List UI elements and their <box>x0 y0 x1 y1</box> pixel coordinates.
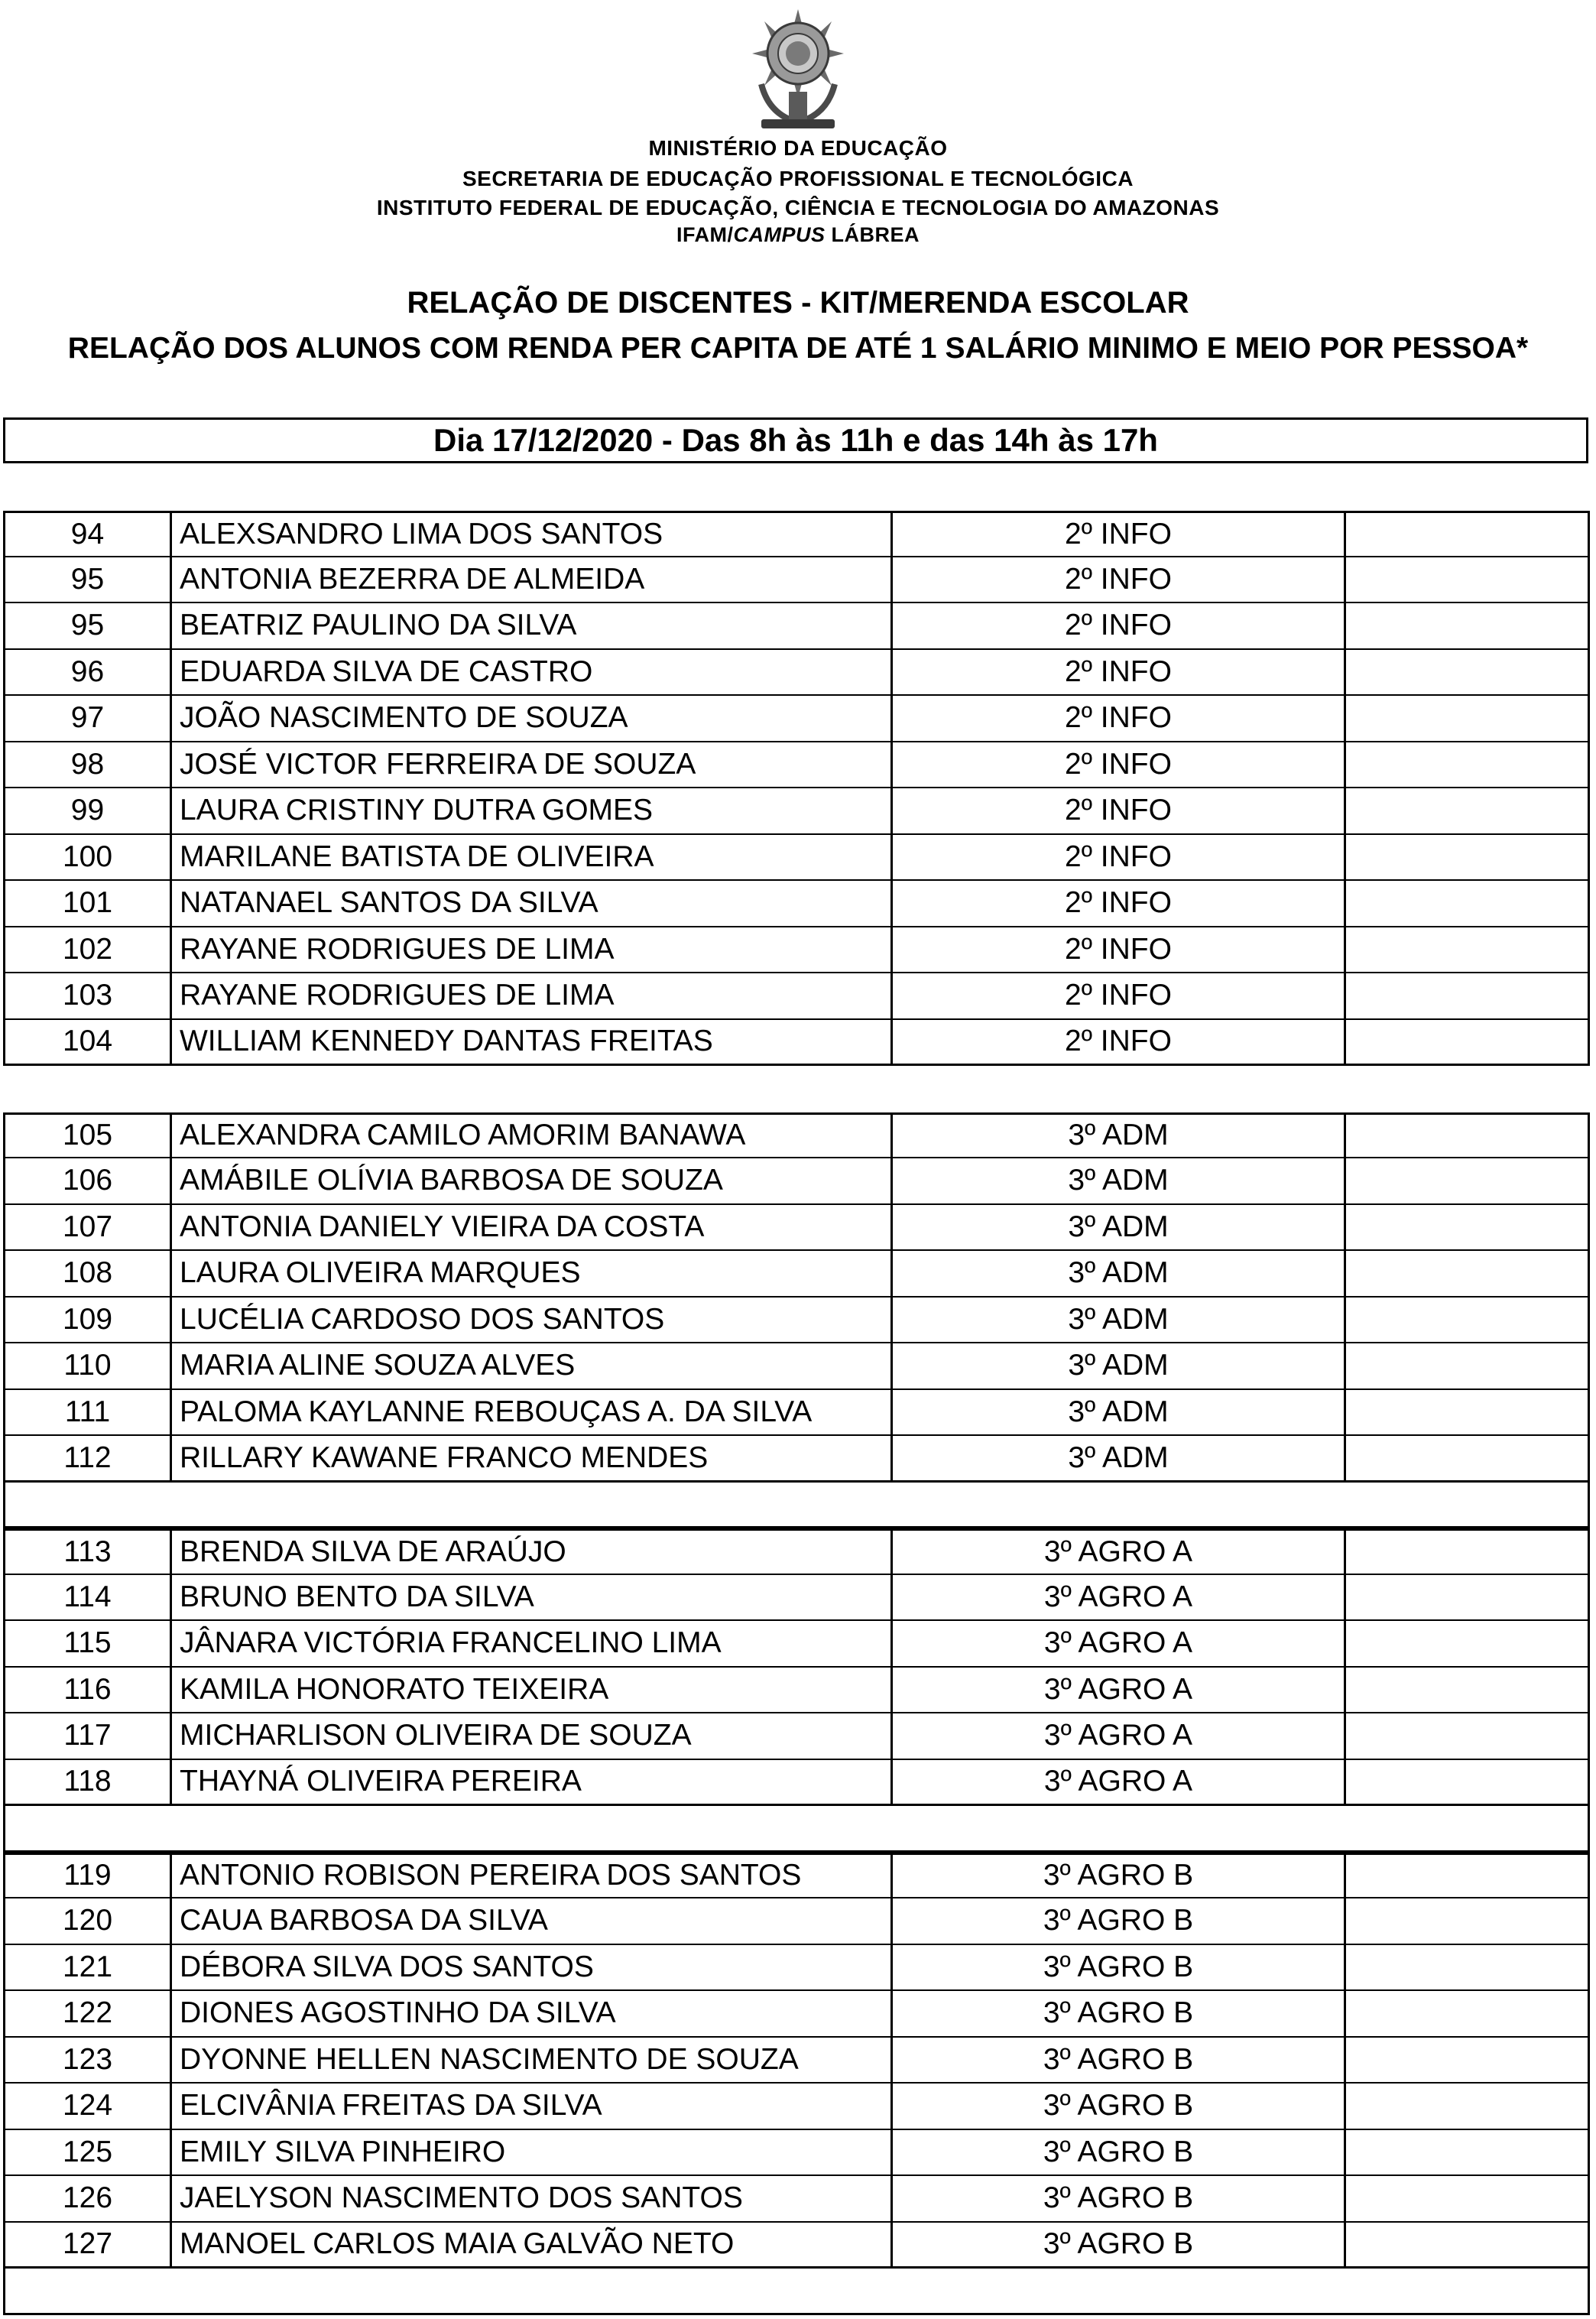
signature-cell <box>1346 1205 1588 1250</box>
student-number: 112 <box>5 1436 172 1480</box>
student-class: 3º AGRO A <box>893 1575 1346 1620</box>
student-number: 124 <box>5 2084 172 2129</box>
signature-cell <box>1346 1436 1588 1480</box>
student-class: 3º AGRO A <box>893 1713 1346 1759</box>
student-class: 3º ADM <box>893 1158 1346 1203</box>
table-row <box>3 1298 1590 1344</box>
document-title: RELAÇÃO DE DISCENTES - KIT/MERENDA ESCOLAR <box>407 286 1189 320</box>
table-row <box>3 788 1590 835</box>
student-class: 2º INFO <box>893 513 1346 556</box>
table-row <box>3 2223 1590 2269</box>
student-name: ANTONIO ROBISON PEREIRA DOS SANTOS <box>172 1855 893 1898</box>
student-name: MARIA ALINE SOUZA ALVES <box>172 1343 893 1388</box>
student-class: 2º INFO <box>893 835 1346 880</box>
student-name: JAELYSON NASCIMENTO DOS SANTOS <box>172 2176 893 2221</box>
table-row <box>3 973 1590 1020</box>
signature-cell <box>1346 1898 1588 1944</box>
table-row <box>3 2130 1590 2177</box>
signature-cell <box>1346 557 1588 602</box>
table-row <box>3 1436 1590 1483</box>
student-name: ANTONIA DANIELY VIEIRA DA COSTA <box>172 1205 893 1250</box>
signature-cell <box>1346 788 1588 833</box>
signature-cell <box>1346 1713 1588 1759</box>
table-row <box>3 511 1590 557</box>
table-row <box>3 2084 1590 2130</box>
group-separator <box>3 1483 1590 1529</box>
signature-cell <box>1346 881 1588 926</box>
student-class: 3º ADM <box>893 1343 1346 1388</box>
student-number: 97 <box>5 696 172 741</box>
signature-cell <box>1346 2038 1588 2083</box>
table-row <box>3 1991 1590 2038</box>
student-name: RILLARY KAWANE FRANCO MENDES <box>172 1436 893 1480</box>
table-row <box>3 557 1590 604</box>
signature-cell <box>1346 835 1588 880</box>
document-subtitle: RELAÇÃO DOS ALUNOS COM RENDA PER CAPITA DE ATÉ 1 SALÁRIO MINIMO E MEIO POR PESSOA* <box>67 332 1529 365</box>
group-separator <box>3 2269 1590 2315</box>
campus-prefix: IFAM/ <box>676 223 734 246</box>
student-class: 3º AGRO B <box>893 1898 1346 1944</box>
student-name: MICHARLISON OLIVEIRA DE SOUZA <box>172 1713 893 1759</box>
student-class: 3º AGRO B <box>893 2038 1346 2083</box>
student-class: 2º INFO <box>893 696 1346 741</box>
signature-cell <box>1346 1390 1588 1435</box>
student-number: 108 <box>5 1251 172 1296</box>
group-separator <box>3 1806 1590 1853</box>
student-class: 3º AGRO A <box>893 1668 1346 1713</box>
student-number: 98 <box>5 742 172 788</box>
table-row <box>3 696 1590 742</box>
signature-cell <box>1346 1855 1588 1898</box>
table-row <box>3 1898 1590 1945</box>
secretariat-name: SECRETARIA DE EDUCAÇÃO PROFISSIONAL E TECNOLÓGICA <box>462 167 1134 190</box>
student-name: AMÁBILE OLÍVIA BARBOSA DE SOUZA <box>172 1158 893 1203</box>
table-row <box>3 1020 1590 1067</box>
signature-cell <box>1346 2084 1588 2129</box>
student-class: 3º AGRO B <box>893 1945 1346 1990</box>
student-number: 95 <box>5 603 172 648</box>
institute-name: INSTITUTO FEDERAL DE EDUCAÇÃO, CIÊNCIA E TECNOLOGIA DO AMAZONAS <box>376 196 1220 219</box>
signature-cell <box>1346 1343 1588 1388</box>
student-name: LUCÉLIA CARDOSO DOS SANTOS <box>172 1298 893 1343</box>
student-name: DÉBORA SILVA DOS SANTOS <box>172 1945 893 1990</box>
student-name: ANTONIA BEZERRA DE ALMEIDA <box>172 557 893 602</box>
signature-cell <box>1346 2130 1588 2175</box>
student-number: 127 <box>5 2223 172 2267</box>
student-name: MANOEL CARLOS MAIA GALVÃO NETO <box>172 2223 893 2267</box>
campus-suffix: LÁBREA <box>825 223 920 246</box>
student-name: LAURA OLIVEIRA MARQUES <box>172 1251 893 1296</box>
signature-cell <box>1346 1158 1588 1203</box>
student-name: MARILANE BATISTA DE OLIVEIRA <box>172 835 893 880</box>
student-class: 3º AGRO B <box>893 1991 1346 2036</box>
campus-italic: CAMPUS <box>733 223 826 246</box>
student-class: 2º INFO <box>893 603 1346 648</box>
student-number: 105 <box>5 1115 172 1158</box>
student-number: 104 <box>5 1020 172 1064</box>
signature-cell <box>1346 650 1588 695</box>
table-row <box>3 1205 1590 1252</box>
student-name: JÂNARA VICTÓRIA FRANCELINO LIMA <box>172 1621 893 1666</box>
student-number: 122 <box>5 1991 172 2036</box>
table-row <box>3 650 1590 697</box>
signature-cell <box>1346 1575 1588 1620</box>
table-row <box>3 1853 1590 1899</box>
signature-cell <box>1346 1621 1588 1666</box>
table-row <box>3 927 1590 974</box>
table-row <box>3 603 1590 650</box>
student-number: 116 <box>5 1668 172 1713</box>
signature-cell <box>1346 2223 1588 2267</box>
table-row <box>3 2038 1590 2084</box>
student-class: 3º ADM <box>893 1436 1346 1480</box>
student-name: RAYANE RODRIGUES DE LIMA <box>172 973 893 1018</box>
student-name: LAURA CRISTINY DUTRA GOMES <box>172 788 893 833</box>
student-class: 3º ADM <box>893 1205 1346 1250</box>
student-name: WILLIAM KENNEDY DANTAS FREITAS <box>172 1020 893 1064</box>
student-name: JOÃO NASCIMENTO DE SOUZA <box>172 696 893 741</box>
student-number: 100 <box>5 835 172 880</box>
student-name: ALEXSANDRO LIMA DOS SANTOS <box>172 513 893 556</box>
signature-cell <box>1346 2176 1588 2221</box>
student-class: 3º AGRO B <box>893 2176 1346 2221</box>
table-row <box>3 2176 1590 2223</box>
student-name: THAYNÁ OLIVEIRA PEREIRA <box>172 1760 893 1804</box>
table-row <box>3 1390 1590 1437</box>
signature-cell <box>1346 927 1588 973</box>
signature-cell <box>1346 1760 1588 1804</box>
signature-cell <box>1346 1991 1588 2036</box>
student-name: JOSÉ VICTOR FERREIRA DE SOUZA <box>172 742 893 788</box>
schedule-banner: Dia 17/12/2020 - Das 8h às 11h e das 14h às 17h <box>3 417 1588 463</box>
table-row <box>3 1251 1590 1298</box>
table-row <box>3 742 1590 789</box>
student-class: 3º AGRO B <box>893 2084 1346 2129</box>
student-number: 94 <box>5 513 172 556</box>
student-number: 110 <box>5 1343 172 1388</box>
student-name: RAYANE RODRIGUES DE LIMA <box>172 927 893 973</box>
table-row <box>3 881 1590 927</box>
student-class: 2º INFO <box>893 927 1346 973</box>
student-number: 99 <box>5 788 172 833</box>
table-row <box>3 1713 1590 1760</box>
student-number: 103 <box>5 973 172 1018</box>
student-number: 111 <box>5 1390 172 1435</box>
student-class: 3º ADM <box>893 1251 1346 1296</box>
student-number: 106 <box>5 1158 172 1203</box>
student-class: 2º INFO <box>893 973 1346 1018</box>
student-name: KAMILA HONORATO TEIXEIRA <box>172 1668 893 1713</box>
table-row <box>3 1112 1590 1159</box>
signature-cell <box>1346 742 1588 788</box>
student-name: ALEXANDRA CAMILO AMORIM BANAWA <box>172 1115 893 1158</box>
student-number: 95 <box>5 557 172 602</box>
table-row <box>3 1158 1590 1205</box>
student-class: 3º ADM <box>893 1390 1346 1435</box>
student-class: 3º ADM <box>893 1115 1346 1158</box>
student-class: 2º INFO <box>893 881 1346 926</box>
table-row <box>3 1945 1590 1992</box>
student-table <box>3 511 1590 2315</box>
signature-cell <box>1346 513 1588 556</box>
student-number: 96 <box>5 650 172 695</box>
student-name: BRENDA SILVA DE ARAÚJO <box>172 1531 893 1574</box>
table-row <box>3 1760 1590 1807</box>
signature-cell <box>1346 1115 1588 1158</box>
student-number: 107 <box>5 1205 172 1250</box>
student-name: BEATRIZ PAULINO DA SILVA <box>172 603 893 648</box>
student-class: 3º ADM <box>893 1298 1346 1343</box>
table-row <box>3 835 1590 882</box>
table-row <box>3 1621 1590 1668</box>
table-row <box>3 1668 1590 1714</box>
signature-cell <box>1346 1945 1588 1990</box>
student-class: 3º AGRO B <box>893 2130 1346 2175</box>
student-number: 115 <box>5 1621 172 1666</box>
student-number: 120 <box>5 1898 172 1944</box>
brazil-coat-of-arms-icon <box>746 8 850 132</box>
student-number: 117 <box>5 1713 172 1759</box>
student-number: 118 <box>5 1760 172 1804</box>
student-name: EMILY SILVA PINHEIRO <box>172 2130 893 2175</box>
student-class: 2º INFO <box>893 557 1346 602</box>
student-number: 114 <box>5 1575 172 1620</box>
signature-cell <box>1346 1298 1588 1343</box>
student-class: 2º INFO <box>893 788 1346 833</box>
student-number: 123 <box>5 2038 172 2083</box>
student-class: 3º AGRO B <box>893 2223 1346 2267</box>
student-number: 121 <box>5 1945 172 1990</box>
table-row <box>3 1575 1590 1622</box>
student-name: CAUA BARBOSA DA SILVA <box>172 1898 893 1944</box>
student-class: 2º INFO <box>893 742 1346 788</box>
student-class: 3º AGRO B <box>893 1855 1346 1898</box>
signature-cell <box>1346 1668 1588 1713</box>
student-class: 3º AGRO A <box>893 1531 1346 1574</box>
student-class: 3º AGRO A <box>893 1760 1346 1804</box>
signature-cell <box>1346 973 1588 1018</box>
student-name: DIONES AGOSTINHO DA SILVA <box>172 1991 893 2036</box>
ministry-name: MINISTÉRIO DA EDUCAÇÃO <box>648 136 948 160</box>
signature-cell <box>1346 603 1588 648</box>
student-number: 126 <box>5 2176 172 2221</box>
campus-name <box>0 223 1596 247</box>
student-number: 125 <box>5 2130 172 2175</box>
student-number: 113 <box>5 1531 172 1574</box>
signature-cell <box>1346 1531 1588 1574</box>
student-name: EDUARDA SILVA DE CASTRO <box>172 650 893 695</box>
student-class: 3º AGRO A <box>893 1621 1346 1666</box>
student-name: DYONNE HELLEN NASCIMENTO DE SOUZA <box>172 2038 893 2083</box>
student-name: PALOMA KAYLANNE REBOUÇAS A. DA SILVA <box>172 1390 893 1435</box>
table-row <box>3 1528 1590 1575</box>
student-number: 109 <box>5 1298 172 1343</box>
group-separator <box>3 1066 1590 1112</box>
signature-cell <box>1346 1251 1588 1296</box>
student-name: BRUNO BENTO DA SILVA <box>172 1575 893 1620</box>
table-row <box>3 1343 1590 1390</box>
student-name: NATANAEL SANTOS DA SILVA <box>172 881 893 926</box>
student-class: 2º INFO <box>893 1020 1346 1064</box>
student-number: 102 <box>5 927 172 973</box>
student-class: 2º INFO <box>893 650 1346 695</box>
student-name: ELCIVÂNIA FREITAS DA SILVA <box>172 2084 893 2129</box>
student-number: 119 <box>5 1855 172 1898</box>
signature-cell <box>1346 696 1588 741</box>
signature-cell <box>1346 1020 1588 1064</box>
student-number: 101 <box>5 881 172 926</box>
